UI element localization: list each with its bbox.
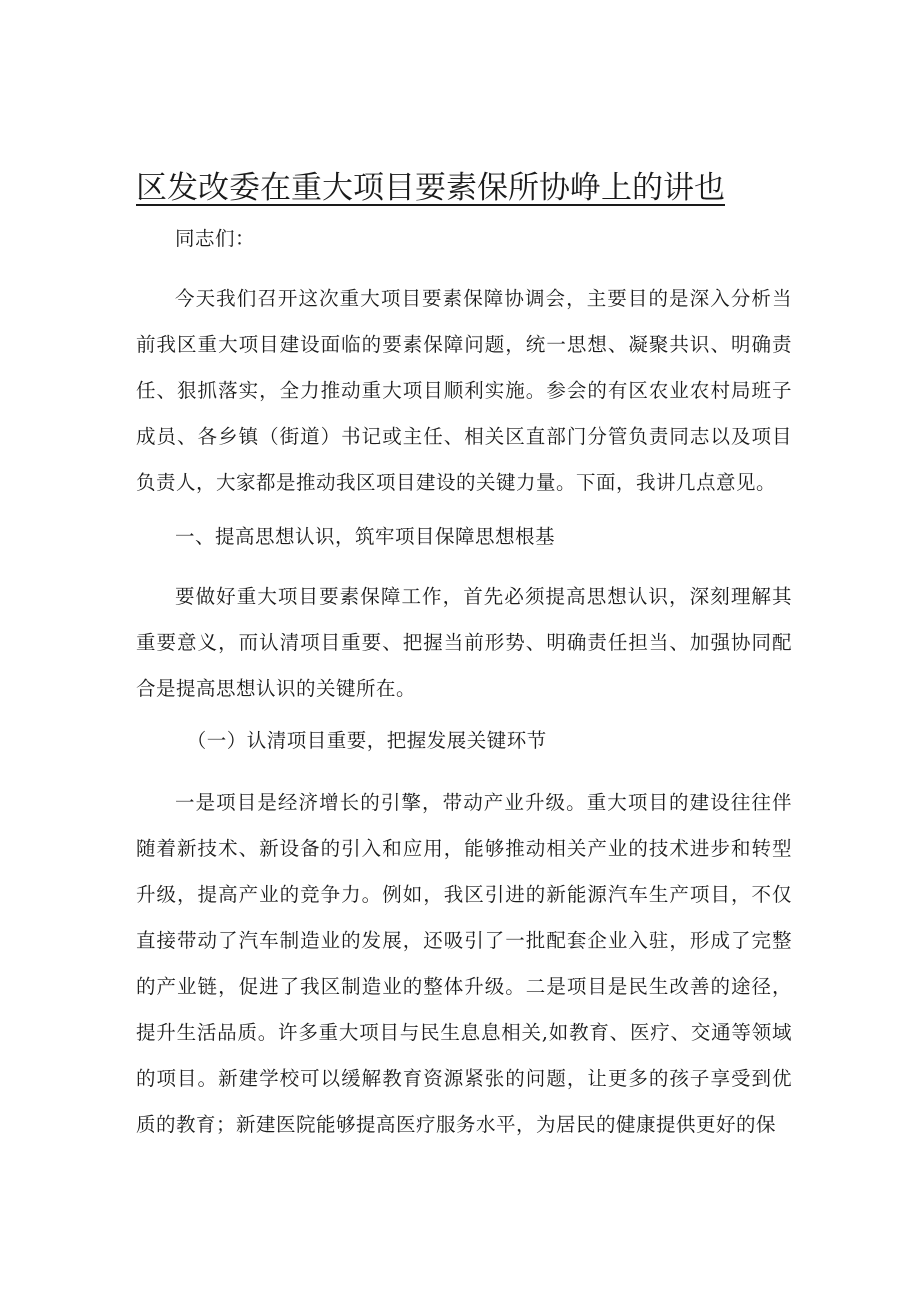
section-heading-1: 一、提高思想认识，筑牢项目保障思想根基 bbox=[175, 525, 556, 548]
intro-paragraph: 今天我们召开这次重大项目要素保障协调会，主要目的是深入分析当前我区重大项目建设面临的要素保障问题，统一思想、凝聚共识、明确责任、狠抓落实，全力推动重大项目顺利实施。参会的有区农业农村局班子成员、各乡镇（街道）书记或主任、相关区直部门分管负责同志以及项目负责人，大家都是推动我区项目建设的关键力量。下面，我讲几点意见。 bbox=[136, 287, 792, 494]
document-title: 区发改委在重大项目要素保所协峥上的讲也 bbox=[136, 170, 725, 206]
greeting: 同志们： bbox=[175, 227, 256, 250]
subsection-heading-1: （一）认清项目重要，把握发展关键环节 bbox=[186, 729, 547, 752]
section-1-paragraph: 要做好重大项目要素保障工作，首先必须提高思想认识，深刻理解其重要意义，而认清项目重要、把握当前形势、明确责任担当、加强协同配合是提高思想认识的关键所在。 bbox=[136, 585, 792, 700]
subsection-1-paragraph: 一是项目是经济增长的引擎，带动产业升级。重大项目的建设往往伴随着新技术、新设备的引入和应用，能够推动相关产业的技术进步和转型升级，提高产业的竞争力。例如，我区引进的新能源汽车生产项目，不仅直接带动了汽车制造业的发展，还吸引了一批配套企业入驻，形成了完整的产业链，促进了我区制造业的整体升级。二是项目是民生改善的途径，提升生活品质。许多重大项目与民生息息相关,如教育、医疗、交通等领域的项目。新建学校可以缓解教育资源紧张的问题，让更多的孩子享受到优质的教育；新建医院能够提高医疗服务水平，为居民的健康提供更好的保 bbox=[136, 791, 792, 1136]
